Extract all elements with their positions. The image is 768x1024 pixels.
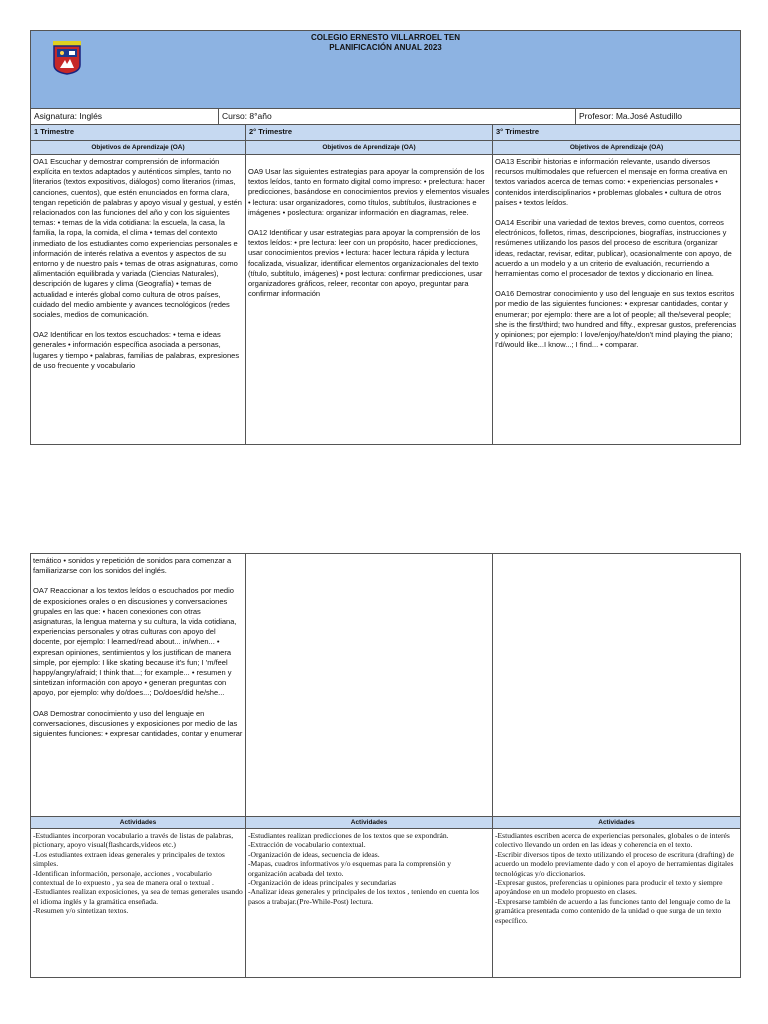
activities-header-row bbox=[31, 817, 740, 829]
oa-column-1-continued bbox=[31, 554, 246, 816]
oa-text: OA9 Usar las siguientes estrategias para apoyar la comprensión de los textos leídos, tanto en formato digital como impreso: • prelectura: hacer predicciones, basándose en conocimientos previos y elementos visuales • lectura: usar organizadores, como títulos, subtítulos, ilustraciones e imágenes • poslectura: organizar información en diagramas, relee. bbox=[248, 167, 490, 217]
oa-text: OA16 Demostrar conocimiento y uso del lenguaje en sus textos escritos por medio de las siguientes funciones: • expresar cantidades, contar y enumerar; por ejemplo: there are a lot of people; all the/several people; she is the first/third; two hundred and fifty., expresar gustos, preferencias y opiniones; por ejemplo: I love/enjoy/hate/don't mind playing the piano; I'd/would like...I know...; I find... • comparar. bbox=[495, 289, 737, 350]
planning-table-page-2 bbox=[30, 553, 741, 978]
activities-body bbox=[31, 829, 740, 977]
oa-text: temático • sonidos y repetición de sonidos para comenzar a familiarizarse con los sonidos del inglés. bbox=[33, 556, 232, 576]
oa-column-3 bbox=[493, 155, 740, 444]
info-row bbox=[31, 109, 740, 125]
activities-text: -Estudiantes escriben acerca de experiencias personales, globales o de interés colectivo llevando un orden en las ideas y coherencia en el texto. -Escribir diversos tipos de texto utilizando el proceso de escritura (drafting) de acuerdo un modelo previamente dado y con el apoyo de herramientas digitales tecnológicas y/o diccionarios. -Expresar gustos, preferencias u opiniones para producir el texto y siempre apoyándose en un modelo propuesto en clases. -Expresarse también de acuerdo a las funciones tanto del lenguaje como de la gramática presentada como contenido de la unidad o que surga de un texto específico. bbox=[495, 831, 734, 925]
header-banner bbox=[31, 31, 740, 109]
planning-table-page-1 bbox=[30, 30, 741, 445]
activities-column-2 bbox=[246, 829, 493, 977]
oa-header-2: Objetivos de Aprendizaje (OA) bbox=[246, 141, 493, 154]
activities-text: -Estudiantes incorporan vocabulario a través de listas de palabras, pictionary, apoyo visual(flashcards,videos etc.) -Los estudiantes extraen ideas generales y principales de textos simples. -Identifican información, personaje, acciones , vocabulario contextual de lo expuesto , ya sea de manera oral o textual . -Estudiantes realizan exposiciones, ya sea de temas generales usando el idioma inglés y la gramática enseñada. -Resumen y/o sintetizan textos. bbox=[33, 831, 243, 916]
plan-title: PLANIFICACIÓN ANUAL 2023 bbox=[329, 43, 442, 52]
oa-text: OA2 Identificar en los textos escuchados: • tema e ideas generales • información específica asociada a personas, lugares y tiempo • palabras, familias de palabras, expresiones de uso frecuente y vocabulario bbox=[33, 330, 240, 370]
oa-text: OA14 Escribir una variedad de textos breves, como cuentos, correos electrónicos, folletos, rimas, descripciones, biografías, instrucciones y resúmenes utilizando los pasos del proceso de escritura (organizar ideas, redactar, revisar, editar, publicar), ocasionalmente con apoyo, de acuerdo a un modelo y a un criterio de evaluación, recurriendo a herramientas como el procesador de textos y diccionario en línea. bbox=[495, 218, 732, 279]
oa-text: OA8 Demostrar conocimiento y uso del lenguaje en conversaciones, discusiones y exposiciones por medio de las siguientes funciones: • expresar cantidades, contar y enumerar bbox=[33, 708, 243, 739]
school-crest-icon bbox=[53, 41, 81, 75]
oa-header-3: Objetivos de Aprendizaje (OA) bbox=[569, 144, 664, 151]
activities-header-3: Actividades bbox=[598, 819, 635, 826]
oa-text: OA12 Identificar y usar estrategias para apoyar la comprensión de los textos leídos: • pre lectura: leer con un propósito, hacer predicciones, usar conocimientos previos • lectura: hacer lectura rápida y lectura focalizada, visualizar, identificar elementos organizacionales del texto (título, subtítulo, imágenes) • post lectura: confirmar predicciones, usar organizadores gráficos, releer, recontar con apoyo, preguntar para confirmar información bbox=[248, 228, 483, 299]
trimester-2-header: 2° Trimestre bbox=[246, 125, 493, 140]
oa-column-3-continued bbox=[493, 554, 740, 816]
school-name: COLEGIO ERNESTO VILLARROEL TEN bbox=[310, 33, 461, 42]
activities-text: -Estudiantes realizan predicciones de los textos que se expondrán. -Extracción de vocabulario contextual. -Organización de ideas, secuencia de ideas. -Mapas, cuadros informativos y/o esquemas para la comprensión y organización acabada del texto. -Organización de ideas principales y secundarias -Analizar ideas generales y principales de los textos , teniendo en cuenta los pasos a trabajar.(Pre-While-Post) lectura. bbox=[248, 831, 479, 906]
activities-column-1 bbox=[31, 829, 246, 977]
activities-header-2: Actividades bbox=[246, 817, 493, 828]
activities-header-1: Actividades bbox=[31, 817, 246, 828]
trimester-row bbox=[31, 125, 740, 141]
oa-column-2 bbox=[246, 155, 493, 444]
oa-text: OA7 Reaccionar a los textos leídos o escuchados por medio de exposiciones orales o en discusiones y conversaciones grupales en las que: • hacen conexiones con otras asignaturas, la lengua materna y su cultura, la vida cotidiana, experiencias personales y otras culturas con apoyo del docente, por ejemplo: I learned/read about... in/when... • expresan opiniones, sentimientos y los justifican de manera simple, por ejemplo: I like skating because it's fun; I 'm/feel happy/angry/afraid; I think that...; for example... • resumen y sintetizan información con apoyo • generan preguntas con apoyo, por ejemplo: why do/does...; Do/does/did he/she... bbox=[33, 586, 237, 698]
oa-column-2-continued bbox=[246, 554, 493, 816]
oa-body-continued bbox=[31, 554, 740, 817]
subject-cell: Asignatura: Inglés bbox=[31, 109, 219, 124]
oa-text: OA13 Escribir historias e información relevante, usando diversos recursos multimodales que refuercen el mensaje en forma creativa en textos variados acerca de temas como: • experiencias personales • contenidos interdisciplinarios • problemas globales • cultura de otros países • textos leídos. bbox=[495, 157, 728, 207]
trimester-3-header: 3° Trimestre bbox=[496, 127, 540, 136]
header-title bbox=[31, 33, 740, 53]
oa-header-row bbox=[31, 141, 740, 155]
trimester-1-header: 1 Trimestre bbox=[31, 125, 246, 140]
oa-text: OA1 Escuchar y demostrar comprensión de información explícita en textos adaptados y auténticos simples, tanto no literarios (textos expositivos, diálogos) como literarios (rimas, canciones, cuentos), que estén enunciados en forma clara, tengan repetición de palabras y apoyo visual y gestual, y estén relacionados con las funciones del año y con los siguientes temas: • temas de la vida cotidiana: la escuela, la casa, la familia, la ropa, la comida, el clima • temas del contexto inmediato de los estudiantes como experiencias personales e información de interés relativa a eventos y aspectos de su entorno y de nuestro país • temas de otras asignaturas, como alimentación equilibrada y variada (Ciencias Naturales), descripción de lugares y clima (Geografía) • temas de actualidad e interés global como cultura de otros países, cuidado del medio ambiente y avances tecnológicos (redes sociales, medios de comunicación. bbox=[33, 157, 242, 320]
oa-body bbox=[31, 155, 740, 444]
activities-column-3 bbox=[493, 829, 740, 977]
oa-column-1 bbox=[31, 155, 246, 444]
grade-cell: Curso: 8°año bbox=[219, 109, 576, 124]
teacher-cell: Profesor: Ma.José Astudillo bbox=[579, 111, 682, 121]
oa-header-1: Objetivos de Aprendizaje (OA) bbox=[31, 141, 246, 154]
